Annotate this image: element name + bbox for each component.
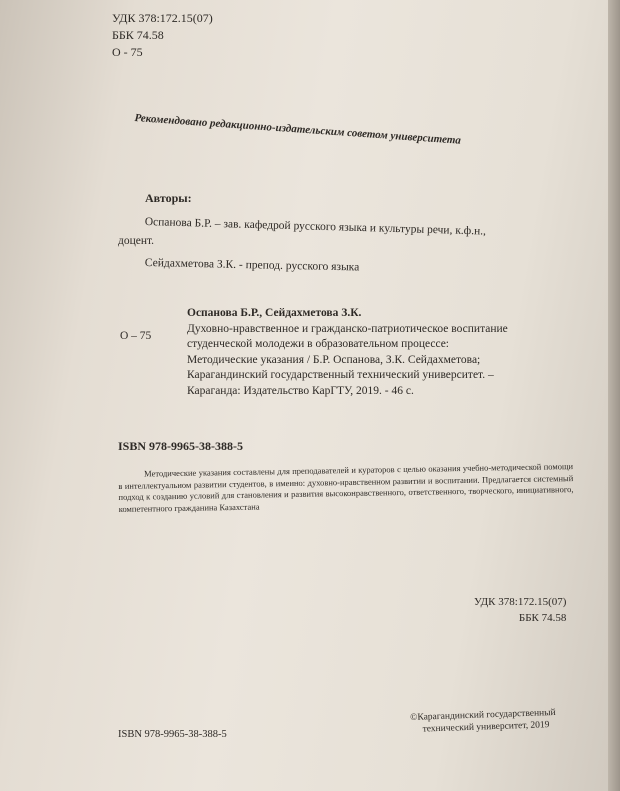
bbk-code: ББК 74.58 [112, 28, 164, 42]
bibliography-authors: Оспанова Б.Р., Сейдахметова З.К. [187, 307, 362, 319]
copyright-notice [410, 707, 556, 736]
book-index: О - 75 [112, 45, 143, 59]
author2-line: Сейдахметова З.К. - препод. русского языка [144, 257, 360, 274]
page-edge [608, 0, 620, 791]
bibliography-line: Методические указания / Б.Р. Оспанова, З.К. Сейдахметова; [187, 353, 481, 366]
recommendation-note: Рекомендовано редакционно-издательским советом университета [134, 112, 462, 147]
bibliography-line: Карагандинский государственный технический университет. – [187, 369, 494, 381]
bibliography-line: студенческой молодежи в образовательном процессе: [187, 338, 450, 350]
classification-codes-right [474, 594, 566, 626]
bibliography-index: О – 75 [120, 330, 152, 342]
copyright-line1: ©Карагандинский государственный [410, 707, 556, 723]
udk-code-right: УДК 378:172.15(07) [474, 596, 567, 608]
bibliography-line: Духовно-нравственное и гражданско-патриотическое воспитание [187, 322, 508, 335]
copyright-line2: технический университет, 2019 [422, 720, 550, 735]
bbk-code-right: ББК 74.58 [518, 612, 567, 624]
bibliography-line: Караганда: Издательство КарГТУ, 2019. - 46 с. [187, 384, 414, 397]
author1-line1: Оспанова Б.Р. – зав. кафедрой русского языка и культуры речи, к.ф.н., [144, 216, 487, 238]
abstract-text: Методические указания составлены для преподавателей и кураторов с целью оказания учебно-методической помощи в интеллектуальном развитии студентов, в именно: духовно-нравственном развитии и воспитании. Предлагается системный подход к созданию условий для становления и развития высоконравственного, ответственного, творческого, инициативного, компетентного гражданина Казахстана [118, 461, 574, 514]
author1-line2: доцент. [118, 235, 155, 247]
classification-codes [112, 10, 213, 61]
isbn-bottom: ISBN 978-9965-38-388-5 [118, 729, 227, 740]
udk-code: УДК 378:172.15(07) [112, 11, 213, 25]
isbn-main: ISBN 978-9965-38-388-5 [118, 439, 243, 453]
bibliographic-record [187, 306, 508, 399]
authors-heading: Авторы: [145, 191, 192, 205]
